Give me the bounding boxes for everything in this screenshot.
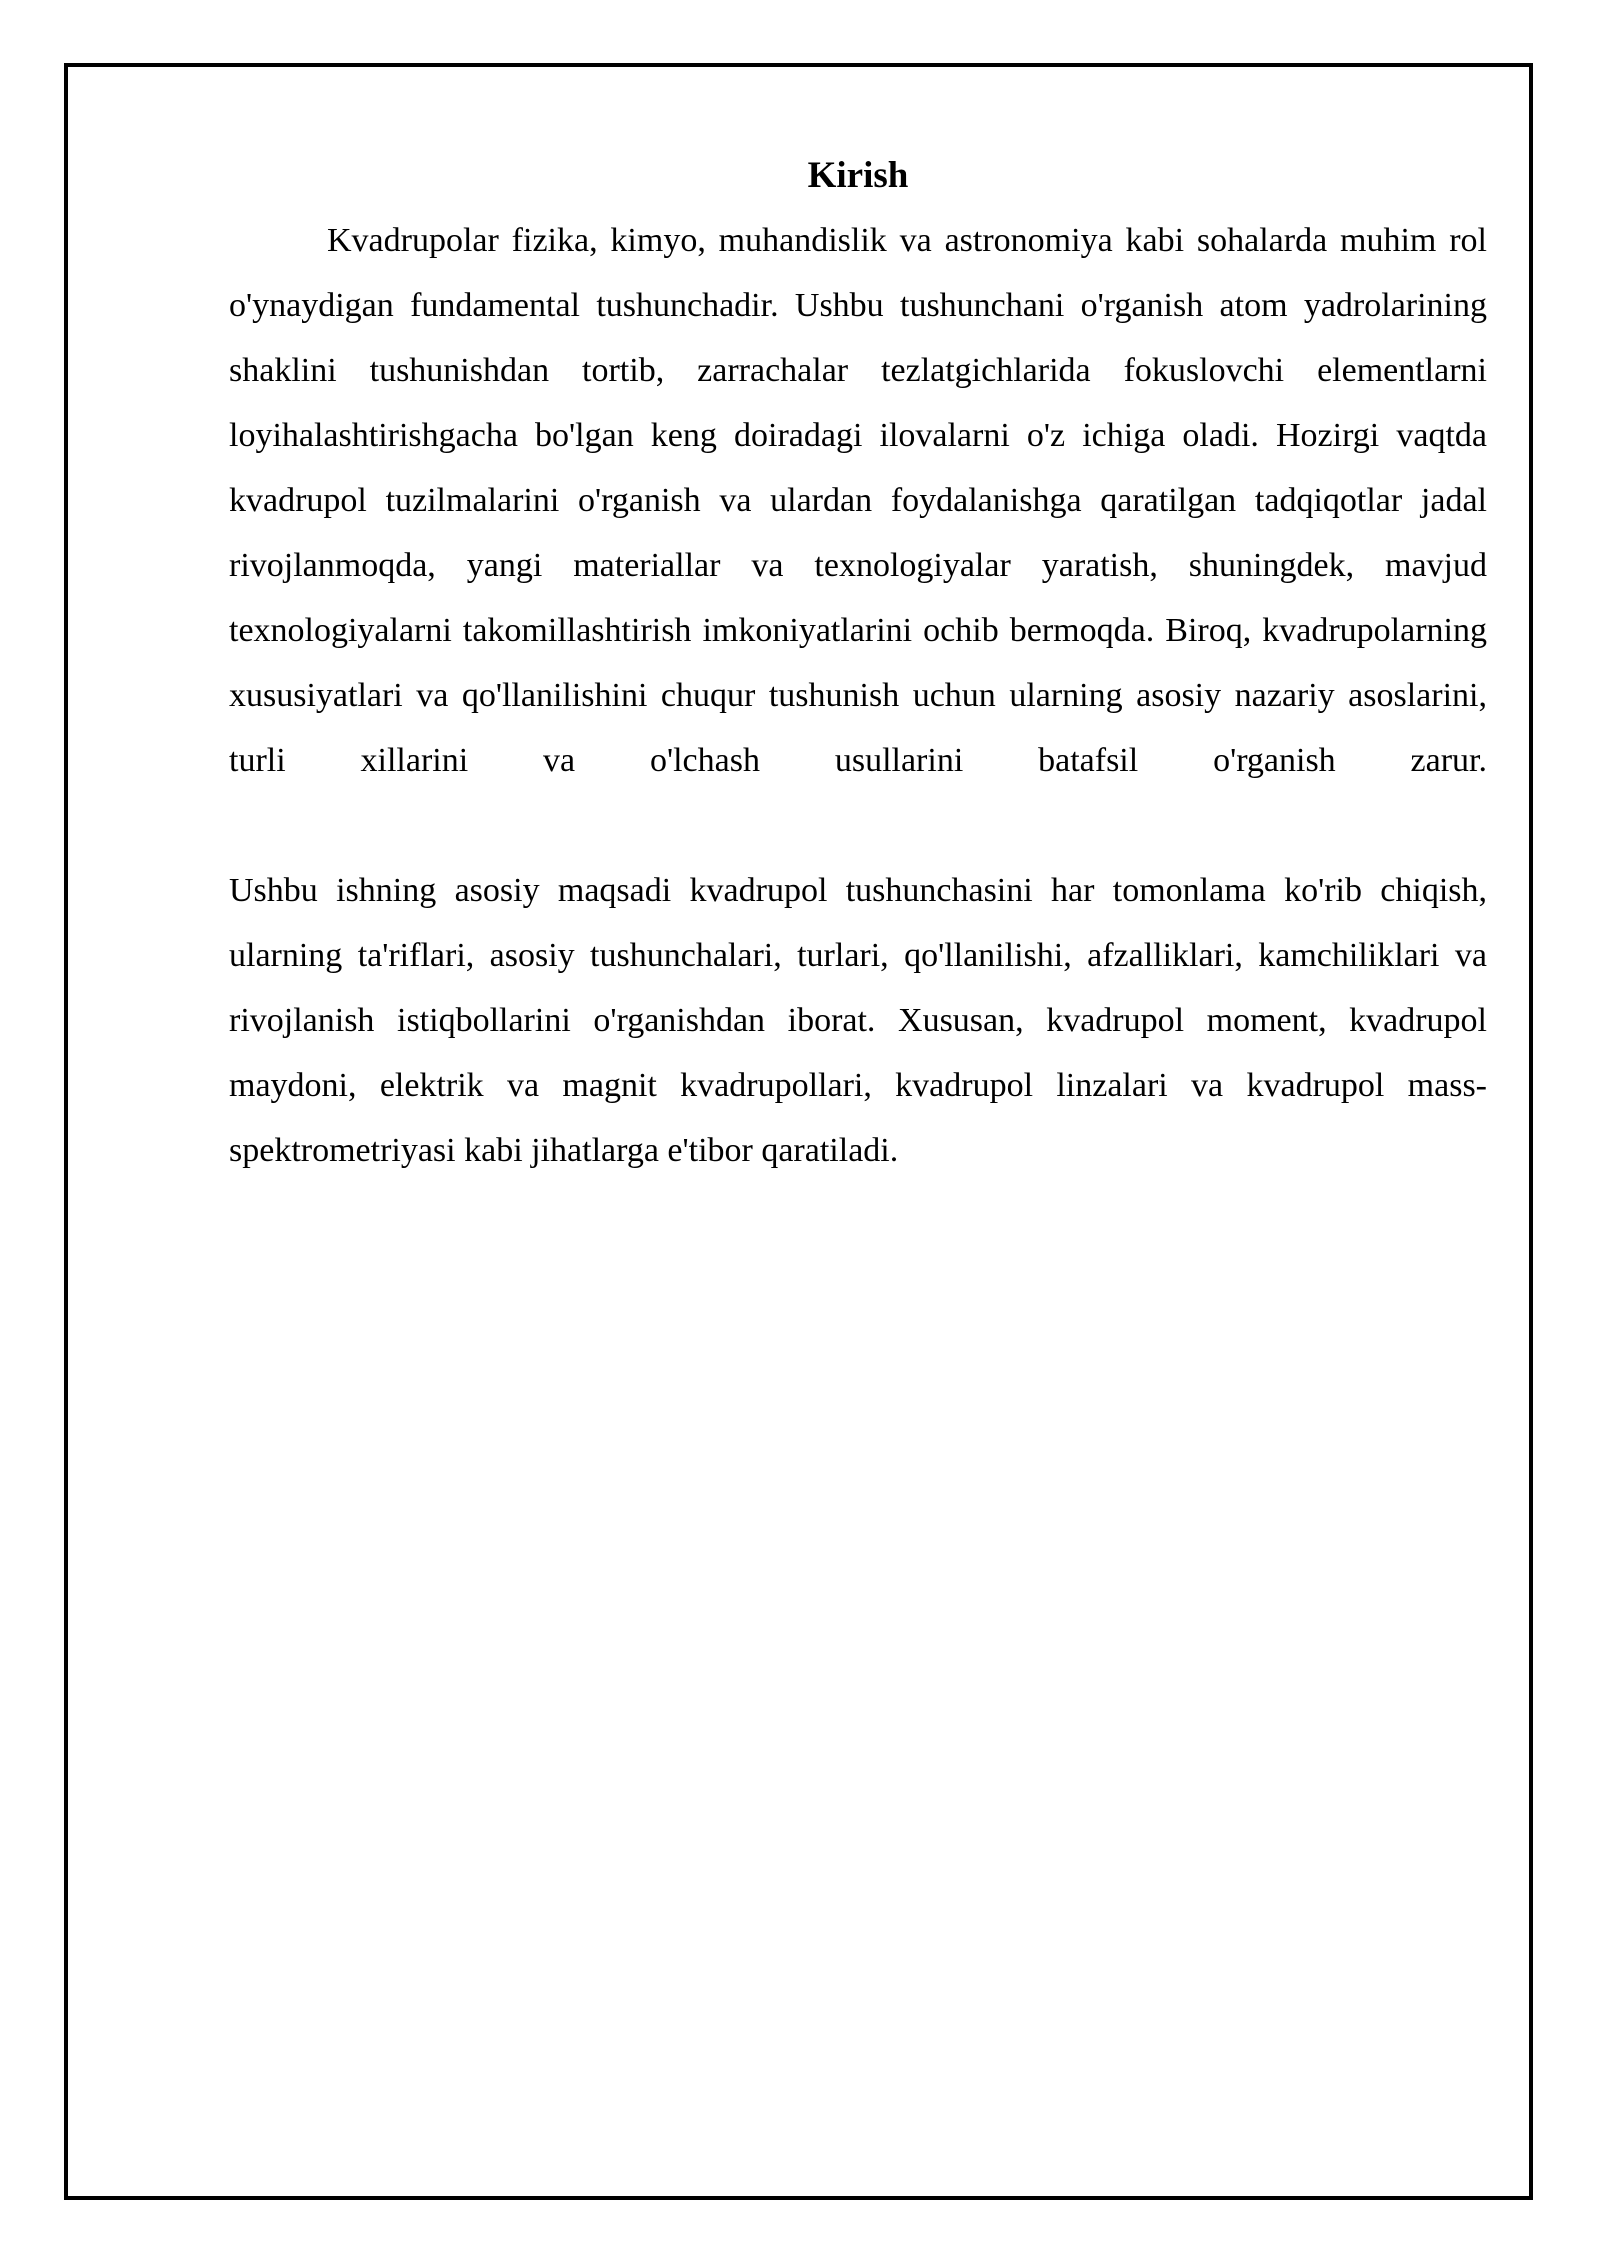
page-title: Kirish	[807, 155, 909, 196]
paragraph-intro: Kvadrupolar fizika, kimyo, muhandislik va astronomiya kabi sohalarda muhim rol o'ynaydigan fundamental tushunchadir. Ushbu tushunchani o'rganish atom yadrolarining shaklini tushunishdan tortib, zarrachalar tezlatgichlarida fokuslovchi elementlarni loyihalashtirishgacha bo'lgan keng doiradagi ilovalarni o'z ichiga oladi. Hozirgi vaqtda kvadrupol tuzilmalarini o'rganish va ulardan foydalanishga qaratilgan tadqiqotlar jadal rivojlanmoqda, yangi materiallar va texnologiyalar yaratish, shuningdek, mavjud texnologiyalarni takomillashtirish imkoniyatlarini ochib bermoqda. Biroq, kvadrupolarning xususiyatlari va qo'llanilishini chuqur tushunish uchun ularning asosiy nazariy asoslarini, turli xillarini va o'lchash usullarini batafsil o'rganish zarur.	[229, 222, 1487, 779]
paragraph-gap	[229, 793, 1487, 858]
document-body	[229, 148, 1487, 1183]
paragraph-aim: Ushbu ishning asosiy maqsadi kvadrupol tushunchasini har tomonlama ko'rib chiqish, ularning ta'riflari, asosiy tushunchalari, turlari, qo'llanilishi, afzalliklari, kamchiliklari va rivojlanish istiqbollarini o'rganishdan iborat. Xususan, kvadrupol moment, kvadrupol maydoni, elektrik va magnit kvadrupollari, kvadrupol linzalari va kvadrupol mass-spektrometriyasi kabi jihatlarga e'tibor qaratiladi.	[229, 872, 1487, 1169]
